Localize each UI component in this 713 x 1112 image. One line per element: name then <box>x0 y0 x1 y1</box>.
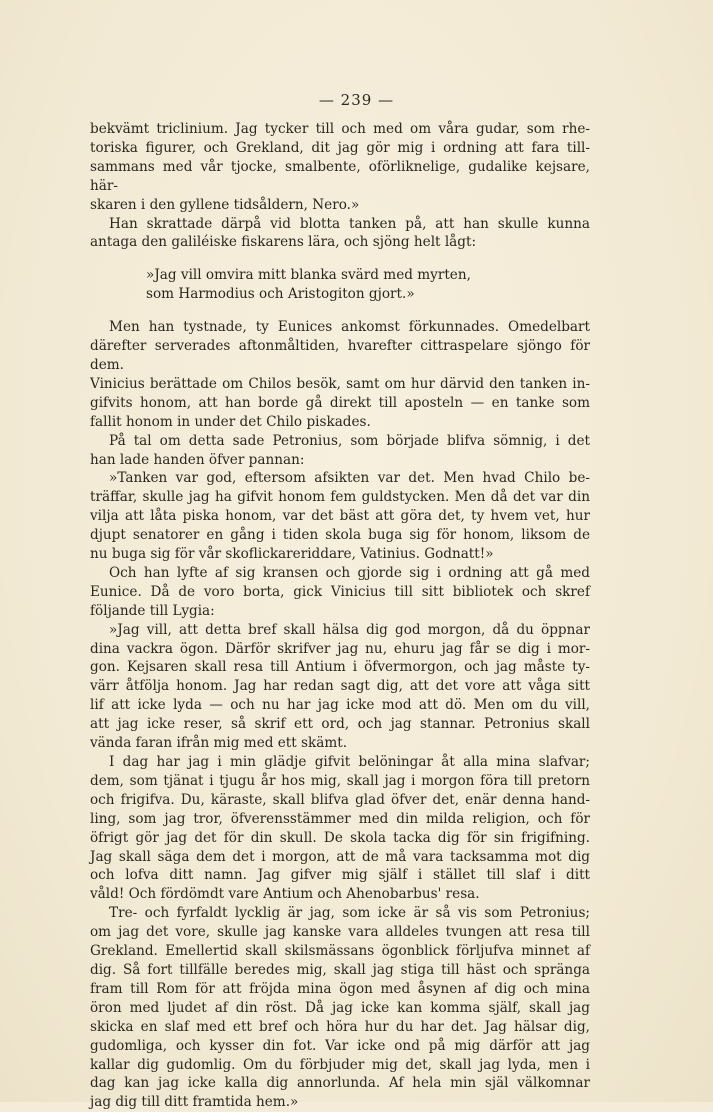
text-line: gon. Kejsaren skall resa till Antium i öfvermorgon, och jag måste ty- <box>90 659 590 676</box>
body-text <box>90 120 590 1112</box>
text-line: lif att icke lyda — och nu har jag icke mod att dö. Men om du vill, <box>90 697 590 714</box>
text-line: våld! Och fördömdt vare Antium och Ahenobarbus' resa. <box>90 886 480 903</box>
verse-line: »Jag vill omvira mitt blanka svärd med myrten, <box>146 267 471 284</box>
paragraphs-before-verse <box>90 120 590 252</box>
text-line: dig. Så fort tillfälle beredes mig, skall jag stiga till häst och spränga <box>90 961 590 978</box>
text-line: han lade handen öfver pannan: <box>90 451 305 468</box>
text-line: öron med ljudet af din röst. Då jag icke kan komma själf, skall jag <box>90 999 590 1016</box>
text-line: skicka en slaf med ett bref och höra hur du har det. Jag hälsar dig, <box>90 1018 590 1035</box>
text-line: vilja att låta piska honom, var det bäst att göra det, ty hvem vet, hur <box>90 508 590 525</box>
text-line: fram till Rom för att fröjda mina ögon med åsynen af dig och mina <box>90 980 590 997</box>
text-line: Jag skall säga dem det i morgon, att de må vara tacksamma mot dig <box>90 848 590 865</box>
text-line: antaga den galiléiske fiskarens lära, och sjöng helt lågt: <box>90 234 477 251</box>
text-line: kallar dig gudomlig. Om du förbjuder mig det, skall jag lyda, men i <box>90 1056 590 1073</box>
text-line: toriska figurer, och Grekland, dit jag gör mig i ordning att fara till- <box>90 139 590 156</box>
text-line: Eunice. Då de voro borta, gick Vinicius till sitt bibliotek och skref <box>90 583 590 600</box>
verse-line: som Harmodius och Aristogiton gjort.» <box>146 286 415 303</box>
page-number: — 239 — <box>318 91 395 109</box>
text-line: och frigifva. Du, käraste, skall blifva glad öfver det, enär denna hand- <box>90 791 590 808</box>
text-line: På tal om detta sade Petronius, som började blifva sömnig, i det <box>109 432 590 449</box>
text-line: Och han lyfte af sig kransen och gjorde sig i ordning att gå med <box>109 564 590 581</box>
text-line: »Jag vill, att detta bref skall hälsa dig god morgon, då du öppnar <box>109 621 590 638</box>
text-line: dag kan jag icke kalla dig annorlunda. Af hela min själ välkomnar <box>90 1075 590 1092</box>
text-line: gifvits honom, att han borde gå direkt till aposteln — en tanke som <box>90 394 590 411</box>
text-line: öfrigt gör jag det för din skull. De skola tacka dig för sin frigifning. <box>90 829 590 846</box>
text-line: dem, som tjänat i tjugu år hos mig, skall jag i morgon föra till pretorn <box>90 772 590 789</box>
text-line: nu buga sig för vår skoflickareriddare, Vatinius. Godnatt!» <box>90 546 494 563</box>
text-line: skaren i den gyllene tidsåldern, Nero.» <box>90 196 360 213</box>
text-line: gudomliga, och kysser din fot. Var icke ond på mig därför att jag <box>90 1037 590 1054</box>
text-line: fallit honom in under det Chilo piskades. <box>90 413 371 430</box>
text-line: därefter serverades aftonmåltiden, hvarefter cittraspelare sjöngo för dem. <box>90 338 590 373</box>
text-line: vända faran ifrån mig med ett skämt. <box>90 735 348 752</box>
text-line: träffar, skulle jag ha gifvit honom fem guldstycken. Men då det var din <box>90 489 590 506</box>
text-line: om jag det vore, skulle jag kanske vara alldeles tvungen att resa till <box>90 924 590 941</box>
text-line: värr åtfölja honom. Jag har redan sagt dig, att det vore att våga sitt <box>90 678 590 695</box>
text-line: »Tanken var god, eftersom afsikten var det. Men hvad Chilo be- <box>109 470 590 487</box>
text-line: jag dig till ditt framtida hem.» <box>90 1094 299 1111</box>
text-line: ling, som jag tror, öfverensstämmer med din milda religion, och för <box>90 810 590 827</box>
text-line: I dag har jag i min glädje gifvit belöningar åt alla mina slafvar; <box>109 754 590 770</box>
text-line: Vinicius berättade om Chilos besök, samt om hur därvid den tanken in- <box>90 375 590 392</box>
text-line: Grekland. Emellertid skall skilsmässans ögonblick förljufva minnet af <box>90 943 590 960</box>
text-line: Han skrattade därpå vid blotta tanken på, att han skulle kunna <box>109 215 590 232</box>
text-line: sammans med vår tjocke, smalbente, oförliknelige, gudalike kejsare, här- <box>90 158 590 194</box>
text-line: bekvämt triclinium. Jag tycker till och med om våra gudar, som rhe- <box>90 121 590 137</box>
verse-quote <box>146 266 590 304</box>
text-line: dina vackra ögon. Därför skrifver jag nu, ehuru jag får se dig i mor- <box>90 640 590 657</box>
text-line: att jag icke reser, så skrif ett ord, och jag stannar. Petronius skall <box>90 716 590 733</box>
text-line: och lofva ditt namn. Jag gifver mig själf i stället till slaf i ditt <box>90 867 590 884</box>
paragraphs-after-verse <box>90 318 590 1112</box>
text-line: följande till Lygia: <box>90 602 215 619</box>
text-line: Tre- och fyrfaldt lycklig är jag, som icke är så vis som Petronius; <box>109 905 590 922</box>
text-line: djupt senatorer en gång i tiden skola buga sig för honom, liksom de <box>90 527 590 544</box>
text-line: Men han tystnade, ty Eunices ankomst förkunnades. Omedelbart <box>109 319 590 336</box>
